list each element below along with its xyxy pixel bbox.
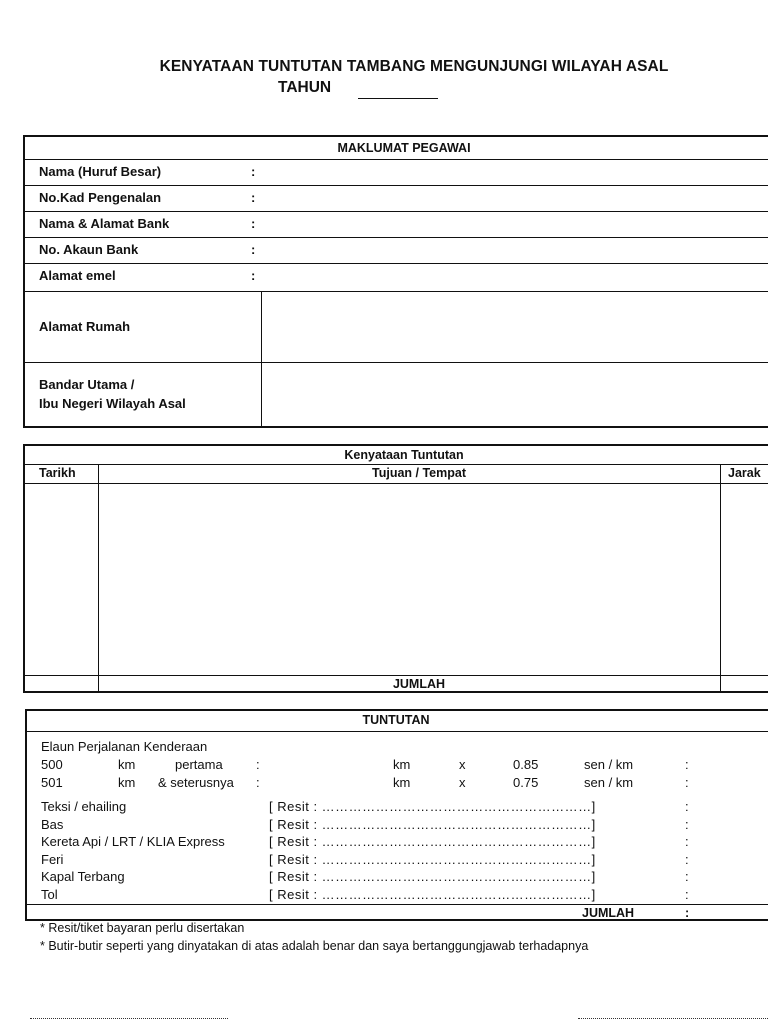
col-destination: Tujuan / Tempat [372, 466, 466, 480]
field-label: No.Kad Pengenalan [39, 190, 162, 205]
receipt-item-label: Bas [41, 817, 64, 832]
employee-info-section: MAKLUMAT PEGAWAI Nama (Huruf Besar) : No.Kad Pengenalan : Nama & Alamat Bank : No. Akaun Bank : Alamat emel : Alamat Rumah Bandar Utama / Ibu Negeri Wilayah Asal [23, 135, 768, 428]
col-distance: Jarak [728, 466, 761, 480]
home-address-label: Alamat Rumah [39, 319, 131, 334]
claims-section: TUNTUTAN Elaun Perjalanan Kenderaan 500 km pertama : km x 0.85 sen / km : 501 km & seterusnya : km x 0.75 sen / km : Teksi / ehailing [ Resit : ……………………………………………………] : Bas [ Resit : ……………………………………………………] : Kereta Api / LRT / KLIA Express [ Resit : ……………………………………………………] : Feri [ Resit : ……………………………………………………] : Kapal Terbang [ Resit : ……………………………………………………] : Tol [ Resit : ……………………………………………………] : JUMLAH : [25, 709, 768, 921]
employee-info-header: MAKLUMAT PEGAWAI [337, 141, 471, 155]
receipt-item-label: Teksi / ehailing [41, 799, 127, 814]
receipt-field[interactable]: [ Resit : ……………………………………………………] [269, 887, 596, 902]
year-input-line[interactable] [358, 98, 438, 99]
col-date: Tarikh [39, 466, 76, 480]
receipt-field[interactable]: [ Resit : ……………………………………………………] [269, 852, 596, 867]
claims-header: TUNTUTAN [362, 713, 430, 727]
claim-statement-section [23, 444, 768, 693]
receipt-field[interactable]: [ Resit : ……………………………………………………] [269, 799, 596, 814]
receipt-item-label: Tol [41, 887, 58, 902]
date-entry-area[interactable] [27, 486, 95, 674]
field-label: Alamat emel [39, 268, 116, 283]
statement-total-label: JUMLAH [392, 677, 446, 691]
receipt-field[interactable]: [ Resit : ……………………………………………………] [269, 817, 596, 832]
field-label: Nama (Huruf Besar) [39, 164, 162, 179]
note-declaration: * Butir-butir seperti yang dinyatakan di atas adalah benar dan saya bertanggungjawab terhadapnya [40, 939, 589, 953]
receipt-field[interactable]: [ Resit : ……………………………………………………] [269, 869, 596, 884]
statement-header: Kenyataan Tuntutan [344, 448, 464, 462]
distance-entry-area[interactable] [723, 486, 768, 674]
claims-total-label: JUMLAH [582, 906, 635, 920]
vehicle-allowance-label: Elaun Perjalanan Kenderaan [41, 739, 208, 754]
receipt-field[interactable]: [ Resit : ……………………………………………………] [269, 834, 596, 849]
km-input[interactable] [267, 757, 387, 773]
signature-line-right[interactable] [578, 1018, 768, 1019]
year-label: TAHUN [278, 79, 332, 96]
destination-entry-area[interactable] [101, 486, 717, 674]
field-label: Nama & Alamat Bank [39, 216, 170, 231]
receipt-item-label: Kereta Api / LRT / KLIA Express [41, 834, 225, 849]
signature-line-left[interactable] [30, 1018, 228, 1019]
note-receipt: * Resit/tiket bayaran perlu disertakan [40, 921, 245, 935]
field-label: No. Akaun Bank [39, 242, 139, 257]
home-address-field[interactable] [263, 293, 768, 361]
form-title: KENYATAAN TUNTUTAN TAMBANG MENGUNJUNGI WILAYAH ASAL [159, 58, 669, 75]
origin-city-label-1: Bandar Utama / [39, 377, 135, 392]
receipt-item-label: Feri [41, 852, 64, 867]
km-input[interactable] [267, 775, 387, 791]
origin-city-label-2: Ibu Negeri Wilayah Asal [39, 396, 186, 411]
origin-city-field[interactable] [263, 364, 768, 426]
receipt-item-label: Kapal Terbang [41, 869, 125, 884]
